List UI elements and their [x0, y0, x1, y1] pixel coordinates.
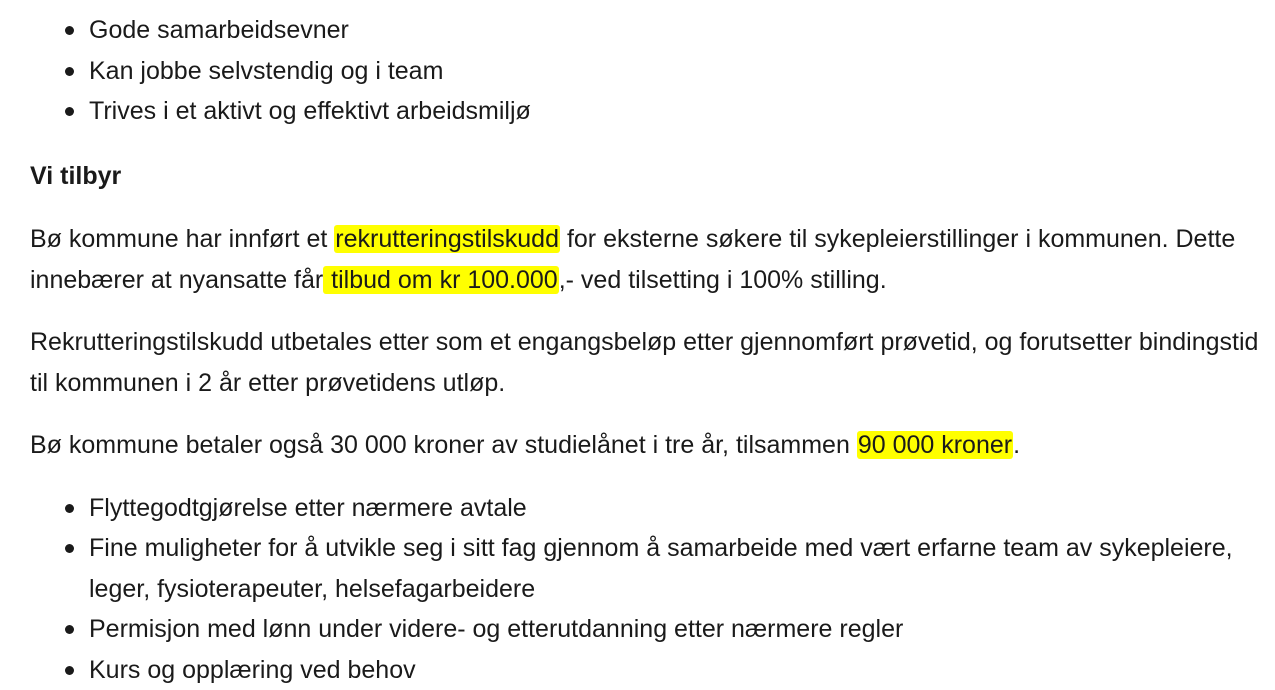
paragraph-text: Bø kommune har innført et — [30, 225, 334, 253]
list-item: Flyttegodtgjørelse etter nærmere avtale — [89, 488, 1270, 529]
paragraph-recruitment-bonus — [30, 219, 1270, 300]
requirements-list — [30, 10, 1270, 132]
list-item: Fine muligheter for å utvikle seg i sitt fag gjennom å samarbeide med vært erfarne team av sykepleiere, leger, fysioterapeuter, helsefagarbeidere — [89, 528, 1270, 609]
paragraph-text: . — [1013, 431, 1020, 459]
paragraph-text: Bø kommune betaler også 30 000 kroner av studielånet i tre år, tilsammen — [30, 431, 857, 459]
highlighted-text: 90 000 kroner — [857, 431, 1013, 459]
highlighted-text: rekrutteringstilskudd — [334, 225, 560, 253]
list-item: Kurs og opplæring ved behov — [89, 650, 1270, 690]
list-item: Kan jobbe selvstendig og i team — [89, 51, 1270, 92]
paragraph-text: ,- ved tilsetting i 100% stilling. — [559, 266, 887, 294]
highlighted-text: tilbud om kr 100.000 — [323, 266, 558, 294]
job-ad-content — [30, 10, 1270, 690]
paragraph-student-loan — [30, 425, 1270, 466]
benefits-list — [30, 488, 1270, 690]
paragraph-text: for eksterne søkere til sykepleierstillinger i kommunen. Dette innebærer at nyansatte får — [30, 225, 1235, 294]
section-heading-vi-tilbyr: Vi tilbyr — [30, 156, 1270, 197]
list-item: Permisjon med lønn under videre- og etterutdanning etter nærmere regler — [89, 609, 1270, 650]
list-item: Trives i et aktivt og effektivt arbeidsmiljø — [89, 91, 1270, 132]
list-item: Gode samarbeidsevner — [89, 10, 1270, 51]
paragraph-payment-terms: Rekrutteringstilskudd utbetales etter som et engangsbeløp etter gjennomført prøvetid, og forutsetter bindingstid til kommunen i 2 år etter prøvetidens utløp. — [30, 322, 1270, 403]
